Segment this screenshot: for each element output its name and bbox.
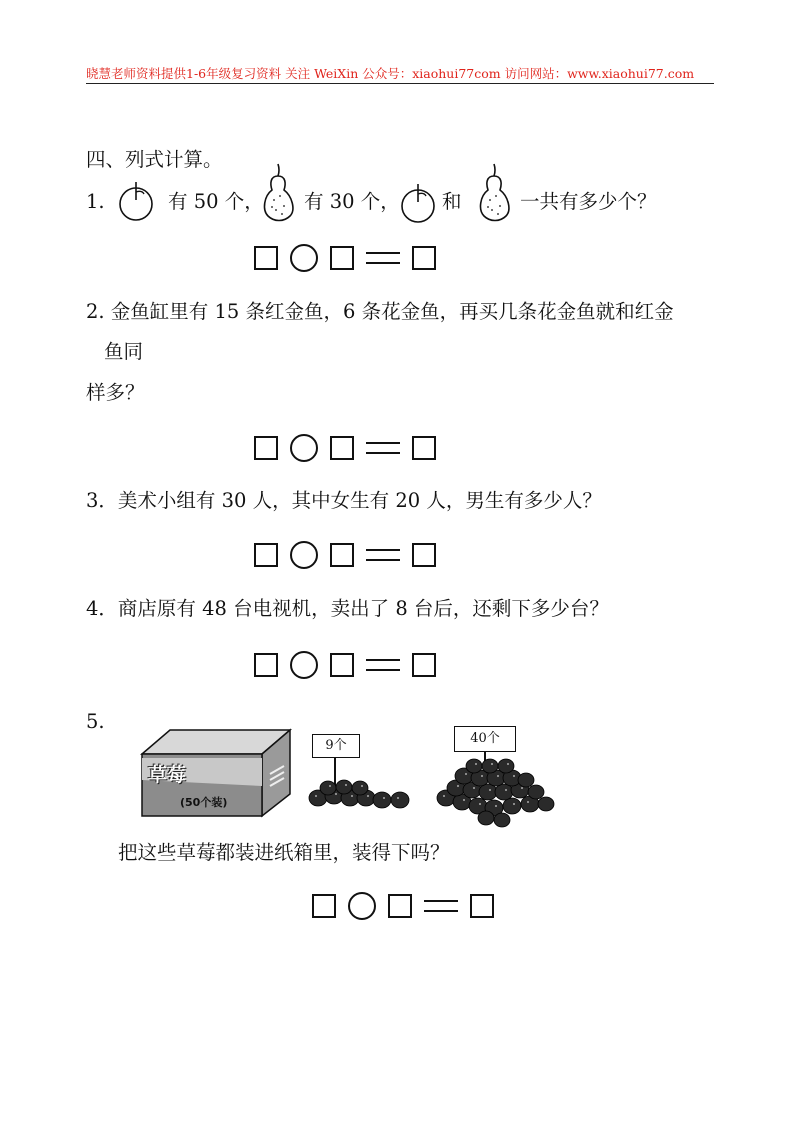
q5-equation-template (312, 892, 506, 920)
equals-sign (366, 441, 400, 455)
section-title: 四、列式计算。 (86, 148, 223, 171)
equals-sign (366, 251, 400, 265)
answer-box[interactable] (470, 894, 494, 918)
operator-circle[interactable] (290, 434, 318, 462)
apple-icon (116, 178, 156, 222)
answer-box[interactable] (412, 436, 436, 460)
operator-circle[interactable] (290, 651, 318, 679)
q2-equation-template (254, 434, 448, 462)
q5-number: 5. (86, 710, 105, 733)
sign-small: 9个 (312, 734, 360, 758)
q1-equation-template (254, 244, 448, 272)
q3-text: 3．美术小组有 30 人，其中女生有 20 人，男生有多少人？ (86, 489, 602, 512)
q5-question: 把这些草莓都装进纸箱里，装得下吗？ (118, 841, 450, 864)
blank-box[interactable] (254, 436, 278, 460)
box-capacity-label: (50个装) (180, 796, 228, 809)
strawberries-icon (432, 722, 562, 832)
equals-sign (366, 548, 400, 562)
apple-icon (398, 180, 438, 224)
equals-sign (366, 658, 400, 672)
header-divider (86, 83, 714, 84)
q4-text: 4．商店原有 48 台电视机，卖出了 8 台后，还剩下多少台？ (86, 597, 609, 620)
blank-box[interactable] (330, 436, 354, 460)
blank-box[interactable] (330, 653, 354, 677)
q4-equation-template (254, 651, 448, 679)
operator-circle[interactable] (348, 892, 376, 920)
q3-equation-template (254, 541, 448, 569)
blank-box[interactable] (312, 894, 336, 918)
strawberry-pile-large (432, 722, 562, 832)
page-header: 晓慧老师资料提供1-6年级复习资料 关注 WeiXin 公众号：xiaohui77com 访问网站：www.xiaohui77.com (86, 66, 695, 81)
box-label: 草莓 (148, 764, 187, 786)
strawberry-box-illustration (140, 720, 300, 820)
pear-icon (258, 162, 298, 224)
q1-question: 一共有多少个？ (520, 190, 657, 213)
strawberry-pile-small (300, 730, 420, 820)
blank-box[interactable] (254, 246, 278, 270)
pear-icon (474, 162, 514, 224)
operator-circle[interactable] (290, 244, 318, 272)
blank-box[interactable] (254, 653, 278, 677)
q1-pear-count: 有 30 个， (304, 190, 400, 213)
q2-line2: 鱼同 (104, 340, 144, 363)
operator-circle[interactable] (290, 541, 318, 569)
blank-box[interactable] (330, 543, 354, 567)
equals-sign (424, 899, 458, 913)
blank-box[interactable] (330, 246, 354, 270)
strawberries-icon (300, 730, 420, 820)
sign-large: 40个 (454, 726, 516, 752)
blank-box[interactable] (388, 894, 412, 918)
q1-and: 和 (442, 190, 462, 213)
answer-box[interactable] (412, 653, 436, 677)
answer-box[interactable] (412, 246, 436, 270)
q1-apple-count: 有 50 个， (168, 190, 264, 213)
answer-box[interactable] (412, 543, 436, 567)
q2-line3: 样多？ (86, 381, 145, 404)
q1-number: 1. (86, 190, 105, 213)
q2-line1: 2. 金鱼缸里有 15 条红金鱼，6 条花金鱼，再买几条花金鱼就和红金 (86, 300, 674, 323)
blank-box[interactable] (254, 543, 278, 567)
